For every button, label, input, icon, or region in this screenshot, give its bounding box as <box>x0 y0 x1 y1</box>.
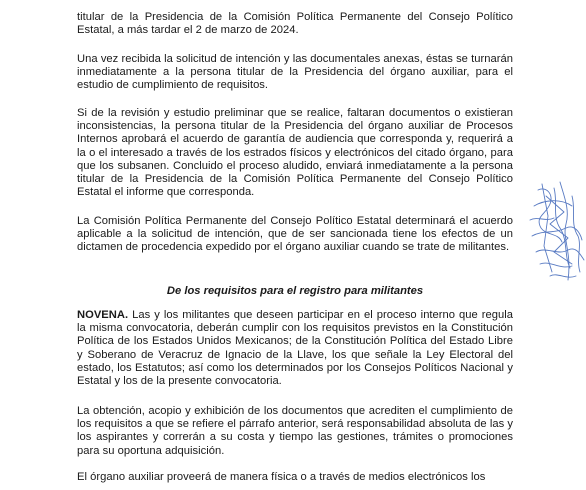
section-heading: De los requisitos para el registro para militantes <box>166 285 424 297</box>
paragraph-commission-determination: La Comisión Política Permanente del Consejo Político Estatal determinará el acuerdo aplicable a la solicitud de intención, que de ser sancionada tiene los efectos de un dictamen de procedencia expedido por el órgano auxiliar cuando se trate de militantes. <box>77 215 513 254</box>
paragraph-novena <box>77 309 513 388</box>
paragraph-document-responsibility: La obtención, acopio y exhibición de los documentos que acrediten el cumplimiento de los requisitos a que se refiere el párrafo anterior, será responsabilidad absoluta de las y los aspirantes y correrán a su costa y tiempo las gestiones, trámites o promociones para su oportuna adquisición. <box>77 405 513 457</box>
paragraph-continuation: titular de la Presidencia de la Comisión Política Permanente del Consejo Político Estatal, a más tardar el 2 de marzo de 2024. <box>77 11 513 37</box>
clause-label: NOVENA. <box>77 309 129 321</box>
handwritten-signature <box>524 176 586 296</box>
paragraph-auxiliary-body: El órgano auxiliar proveerá de manera física o a través de medios electrónicos los <box>77 471 486 483</box>
paragraph-novena-text: Las y los militantes que deseen participar en el proceso interno que regula la misma convocatoria, deberán cumplir con los requisitos previstos en la Constitución Política de los Estados Unidos Mexicanos; de la Constitución Política del Estado Libre y Soberano de Veracruz de Ignacio de la Llave, los que señale la Ley Electoral del estado, los Estatutos; así como los determinados por los Consejos Políticos Nacional y Estatal y los de la presente convocatoria. <box>77 309 513 388</box>
paragraph-preliminary-review: Si de la revisión y estudio preliminar que se realice, faltaran documentos o existieran inconsistencias, la persona titular de la Presidencia del órgano auxiliar de Procesos Internos aprobará el acuerdo de garantía de audiencia que corresponda y, requerirá a la o el interesado a través de los estrados físicos y electrónicos del citado órgano, para que los subsanen. Concluido el proceso aludido, enviará inmediatamente a la persona titular de la Presidencia de la Comisión Política Permanente del Consejo Político Estatal el informe que corresponda. <box>77 107 513 199</box>
paragraph-receipt-of-request: Una vez recibida la solicitud de intención y las documentales anexas, éstas se turnarán inmediatamente a la persona titular de la Presidencia del órgano auxiliar, para el estudio de cumplimiento de requisitos. <box>77 53 513 92</box>
